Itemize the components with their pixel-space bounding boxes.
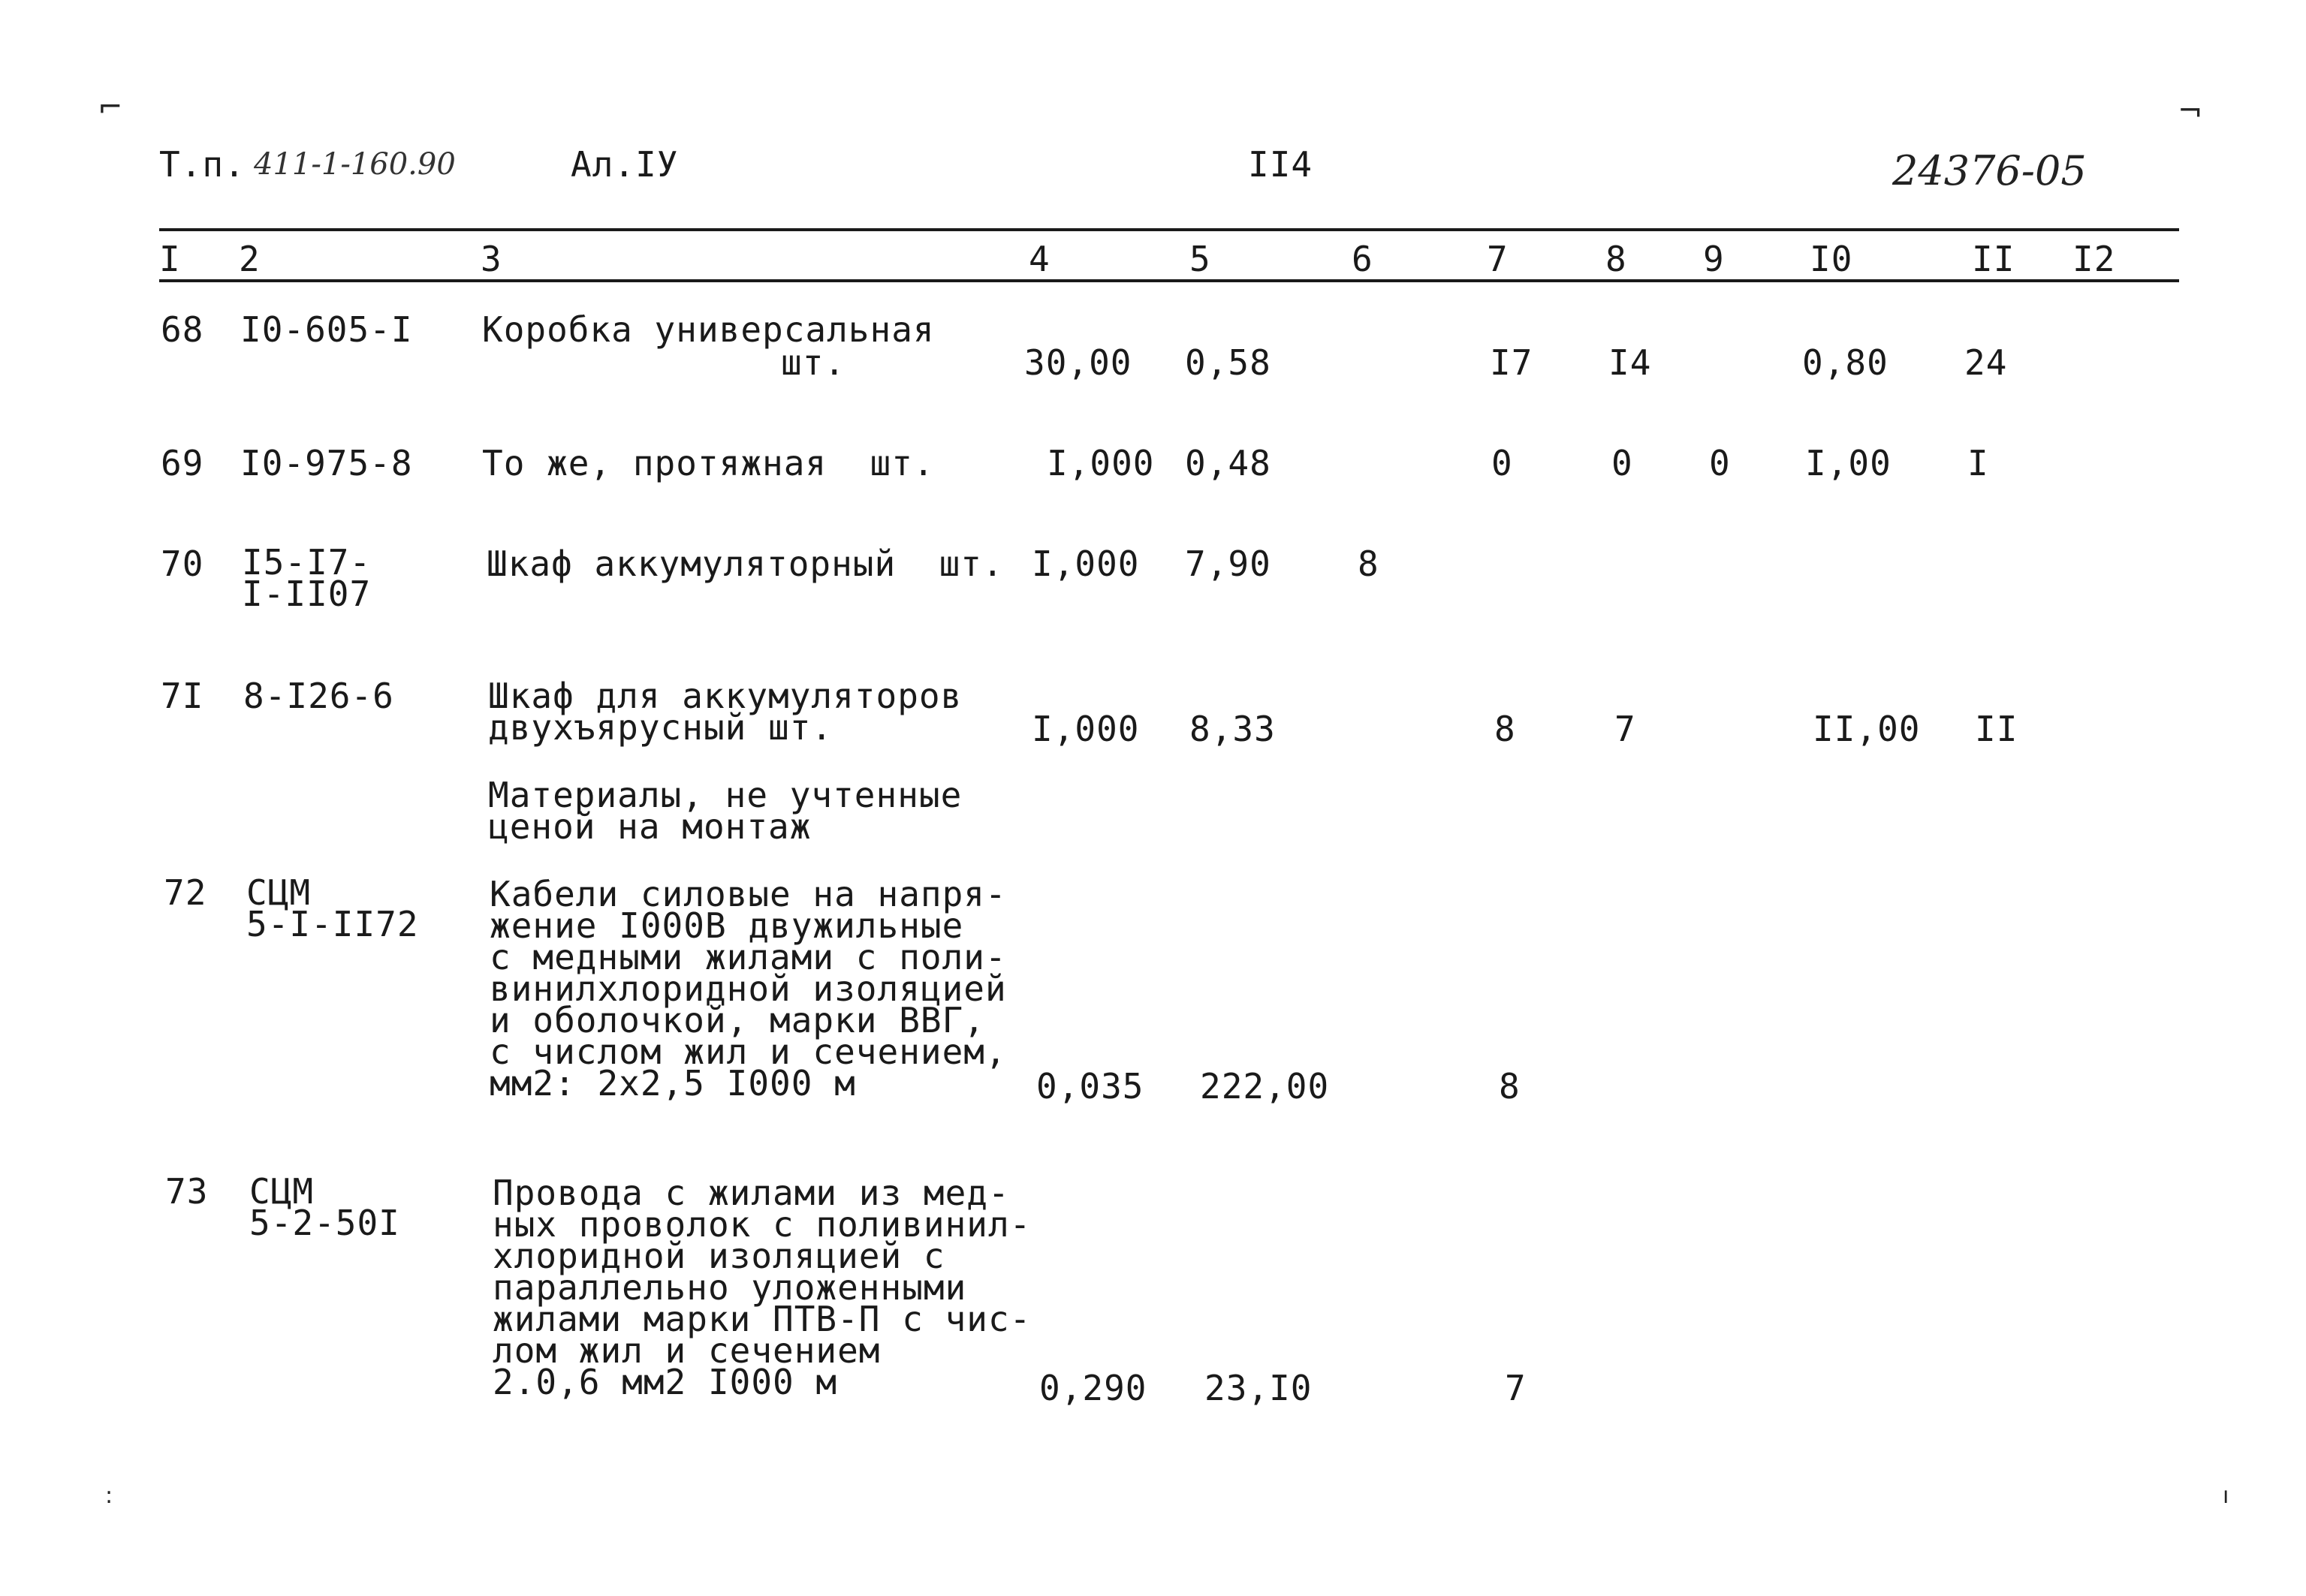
row-col4: I,000 xyxy=(1047,443,1155,483)
row-col5: 8,33 xyxy=(1189,709,1276,749)
row-number: 70 xyxy=(161,544,204,584)
row-number: 69 xyxy=(161,443,204,483)
row-unit: шт. xyxy=(781,342,846,383)
row-col4: 0,035 xyxy=(1036,1066,1144,1107)
row-code: 8-I26-6 xyxy=(243,676,394,716)
row-col5: 222,00 xyxy=(1200,1066,1330,1107)
page-number: II4 xyxy=(1248,144,1313,185)
row-col5: 0,48 xyxy=(1185,443,1271,483)
row-number: 7I xyxy=(161,676,204,716)
row-code: СЦМ 5-I-II72 xyxy=(246,872,419,944)
doc-code: 24376-05 xyxy=(1892,147,2087,194)
tp-number: 411-1-160.90 xyxy=(254,147,456,182)
row-description: Кабели силовые на напря- жение I000В двужильные с медными жилами с поли- винилхлоридной изоляцией и оболочкой, марки ВВГ, с числом жил и сечением, мм2: 2х2,5 I000 м xyxy=(490,874,1007,1104)
row-number: 68 xyxy=(161,309,204,350)
row-col8: I4 xyxy=(1608,342,1652,383)
row-col7: I7 xyxy=(1490,342,1533,383)
row-col10: 0,80 xyxy=(1802,342,1889,383)
column-header: 9 xyxy=(1703,239,1725,279)
header-rule-top xyxy=(159,228,2179,231)
column-header: 8 xyxy=(1605,239,1627,279)
column-header: I xyxy=(159,239,181,279)
row-code: СЦМ 5-2-50I xyxy=(249,1171,400,1243)
corner-mark-bottom-left: : xyxy=(105,1483,113,1509)
row-col4: 30,00 xyxy=(1024,342,1132,383)
row-col4: 0,290 xyxy=(1039,1368,1147,1408)
row-code: I5-I7- I-II07 xyxy=(242,542,372,614)
column-header: 3 xyxy=(481,239,502,279)
row-col7: 7 xyxy=(1505,1368,1527,1408)
corner-mark-top-right: ¬ xyxy=(2178,94,2203,128)
row-col7: 8 xyxy=(1499,1066,1521,1107)
album-label: Ал.IУ xyxy=(571,144,679,185)
column-header: 2 xyxy=(239,239,261,279)
row-col7: 8 xyxy=(1494,709,1516,749)
tp-label: Т.п. xyxy=(159,144,246,185)
header-rule-bottom xyxy=(159,279,2179,282)
row-number: 72 xyxy=(164,872,207,913)
row-code: I0-975-8 xyxy=(240,443,413,483)
row-col11: 24 xyxy=(1964,342,2008,383)
row-col4: I,000 xyxy=(1032,709,1140,749)
row-description: Коробка универсальная xyxy=(482,309,935,350)
row-code: I0-605-I xyxy=(240,309,413,350)
column-header: I0 xyxy=(1810,239,1853,279)
row-col8: 7 xyxy=(1614,709,1636,749)
column-header: 7 xyxy=(1487,239,1509,279)
row-col11: II xyxy=(1975,709,2018,749)
row-col4: I,000 xyxy=(1032,544,1140,584)
row-description: Провода с жилами из мед- ных проволок с поливинил- хлоридной изоляцией с параллельно уложенными жилами марки ПТВ-П с чис- лом жил и сечением 2.0,6 мм2 I000 м xyxy=(493,1173,1032,1402)
row-description: Шкаф для аккумуляторов двухъярусный шт. xyxy=(488,676,963,748)
row-description: То же, протяжная шт. xyxy=(482,443,935,483)
row-col6: 8 xyxy=(1358,544,1379,584)
row-col10: II,00 xyxy=(1813,709,1921,749)
row-col10: I,00 xyxy=(1805,443,1892,483)
row-col5: 23,I0 xyxy=(1204,1368,1313,1408)
row-col9: 0 xyxy=(1709,443,1731,483)
row-number: 73 xyxy=(165,1171,209,1212)
row-col5: 0,58 xyxy=(1185,342,1271,383)
column-header: 5 xyxy=(1189,239,1211,279)
row-col8: 0 xyxy=(1611,443,1633,483)
section-note: Материалы, не учтенные ценой на монтаж xyxy=(488,775,963,847)
corner-mark-bottom-right: ı xyxy=(2223,1483,2229,1509)
column-header: 4 xyxy=(1029,239,1051,279)
column-header: I2 xyxy=(2072,239,2116,279)
row-col11: I xyxy=(1967,443,1989,483)
row-col7: 0 xyxy=(1491,443,1513,483)
corner-mark-top-left: ⌐ xyxy=(98,90,123,125)
row-description: Шкаф аккумуляторный шт. xyxy=(487,544,1004,584)
column-header: II xyxy=(1972,239,2015,279)
column-header: 6 xyxy=(1352,239,1373,279)
row-col5: 7,90 xyxy=(1185,544,1271,584)
